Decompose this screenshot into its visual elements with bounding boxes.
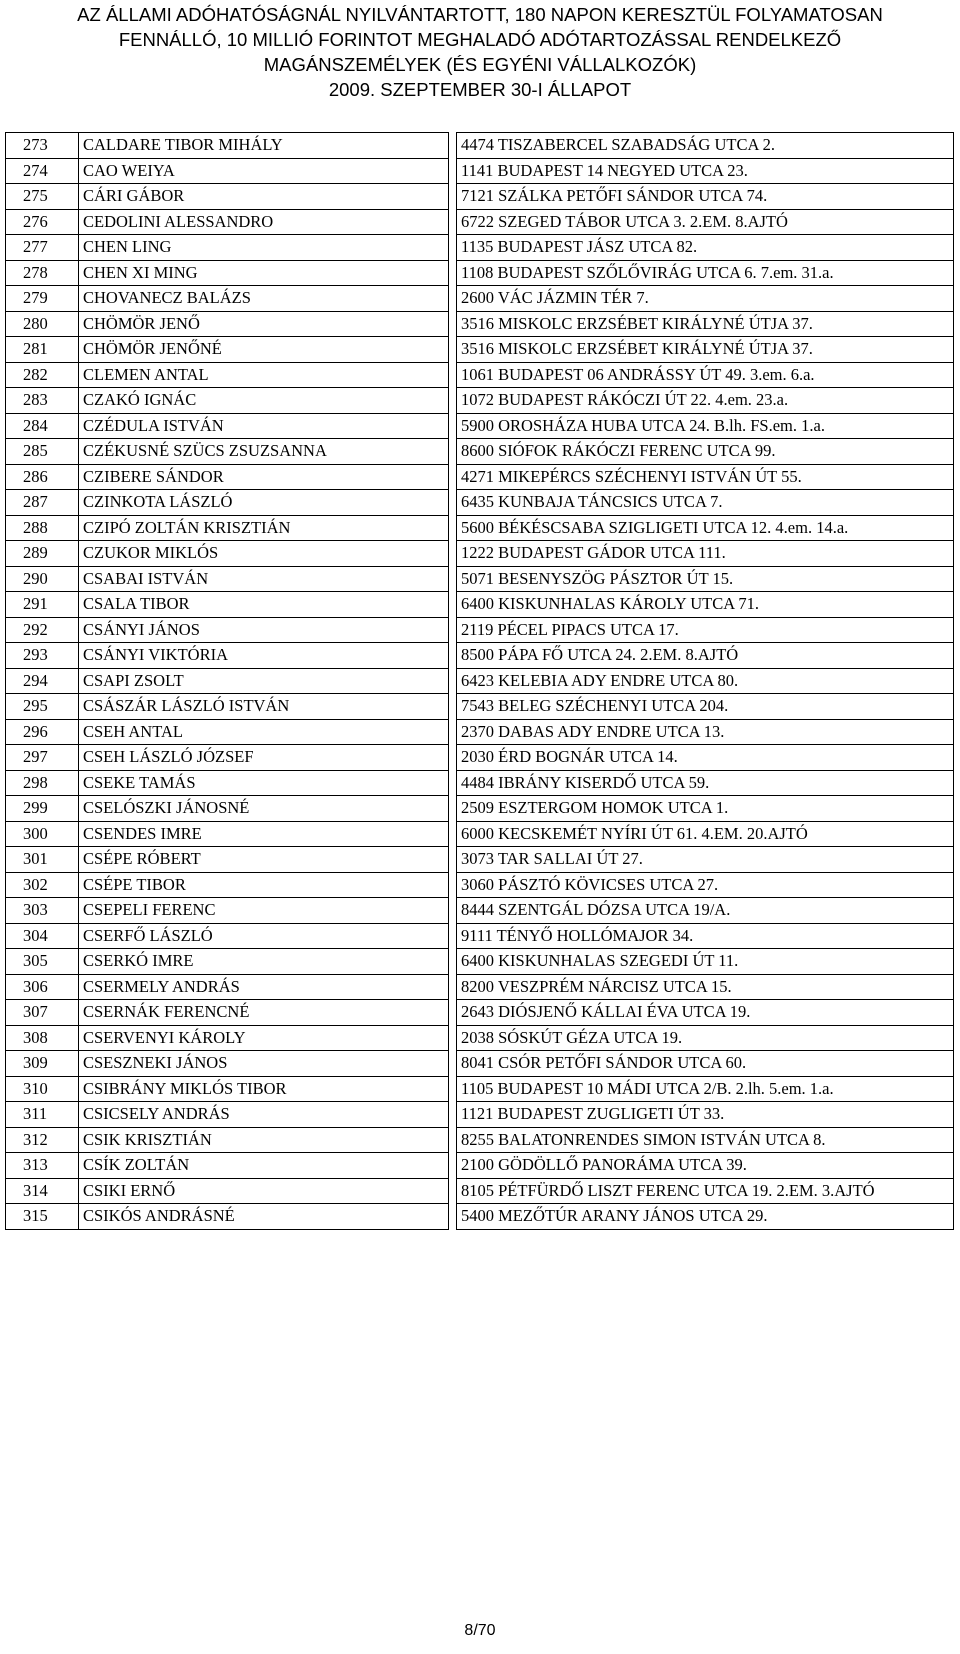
row-number: 313 — [6, 1153, 79, 1179]
column-gap — [449, 949, 457, 975]
row-number: 303 — [6, 898, 79, 924]
column-gap — [449, 872, 457, 898]
column-gap — [449, 643, 457, 669]
row-number: 300 — [6, 821, 79, 847]
table-row — [6, 184, 954, 210]
column-gap — [449, 184, 457, 210]
table-row — [6, 898, 954, 924]
taxpayer-name: CALDARE TIBOR MIHÁLY — [79, 133, 449, 159]
table-row — [6, 541, 954, 567]
column-gap — [449, 821, 457, 847]
header-title-line-1: AZ ÁLLAMI ADÓHATÓSÁGNÁL NYILVÁNTARTOTT, 180 NAPON KERESZTÜL FOLYAMATOSAN — [77, 4, 883, 25]
row-number: 287 — [6, 490, 79, 516]
column-gap — [449, 847, 457, 873]
taxpayer-address: 8444 SZENTGÁL DÓZSA UTCA 19/A. — [457, 898, 954, 924]
taxpayer-address: 2643 DIÓSJENŐ KÁLLAI ÉVA UTCA 19. — [457, 1000, 954, 1026]
taxpayer-name: CSAPI ZSOLT — [79, 668, 449, 694]
table-row — [6, 1102, 954, 1128]
table-row — [6, 923, 954, 949]
table-row — [6, 490, 954, 516]
table-row — [6, 235, 954, 261]
taxpayer-name: CSÉPE TIBOR — [79, 872, 449, 898]
column-gap — [449, 158, 457, 184]
table-row — [6, 694, 954, 720]
header-date-line: 2009. SZEPTEMBER 30-I ÁLLAPOT — [328, 79, 632, 100]
row-number: 277 — [6, 235, 79, 261]
column-gap — [449, 490, 457, 516]
taxpayer-address: 8255 BALATONRENDES SIMON ISTVÁN UTCA 8. — [457, 1127, 954, 1153]
taxpayer-name: CSERKÓ IMRE — [79, 949, 449, 975]
table-row — [6, 311, 954, 337]
column-gap — [449, 209, 457, 235]
taxpayer-name: CEDOLINI ALESSANDRO — [79, 209, 449, 235]
header-title-line-2: FENNÁLLÓ, 10 MILLIÓ FORINTOT MEGHALADÓ ADÓTARTOZÁSSAL RENDELKEZŐ — [118, 29, 842, 50]
column-gap — [449, 260, 457, 286]
taxpayer-address: 1141 BUDAPEST 14 NEGYED UTCA 23. — [457, 158, 954, 184]
taxpayer-name: CZÉKUSNÉ SZÜCS ZSUZSANNA — [79, 439, 449, 465]
taxpayer-name: CZIPÓ ZOLTÁN KRISZTIÁN — [79, 515, 449, 541]
column-gap — [449, 694, 457, 720]
taxpayer-address: 6435 KUNBAJA TÁNCSICS UTCA 7. — [457, 490, 954, 516]
taxpayer-name: CHÖMÖR JENŐNÉ — [79, 337, 449, 363]
row-number: 295 — [6, 694, 79, 720]
column-gap — [449, 668, 457, 694]
table-row — [6, 668, 954, 694]
row-number: 297 — [6, 745, 79, 771]
taxpayer-address: 8105 PÉTFÜRDŐ LISZT FERENC UTCA 19. 2.EM. 3.AJTÓ — [457, 1178, 954, 1204]
row-number: 291 — [6, 592, 79, 618]
taxpayer-address: 3060 PÁSZTÓ KÖVICSES UTCA 27. — [457, 872, 954, 898]
row-number: 315 — [6, 1204, 79, 1230]
column-gap — [449, 796, 457, 822]
taxpayer-name: CSÁNYI VIKTÓRIA — [79, 643, 449, 669]
taxpayer-name: CSIK KRISZTIÁN — [79, 1127, 449, 1153]
table-row — [6, 439, 954, 465]
table-row — [6, 974, 954, 1000]
taxpayer-table-body — [6, 133, 954, 1230]
row-number: 307 — [6, 1000, 79, 1026]
column-gap — [449, 337, 457, 363]
taxpayer-name: CAO WEIYA — [79, 158, 449, 184]
table-row — [6, 286, 954, 312]
table-row — [6, 337, 954, 363]
column-gap — [449, 541, 457, 567]
row-number: 281 — [6, 337, 79, 363]
taxpayer-name: CSIKÓS ANDRÁSNÉ — [79, 1204, 449, 1230]
row-number: 289 — [6, 541, 79, 567]
row-number: 314 — [6, 1178, 79, 1204]
table-row — [6, 821, 954, 847]
taxpayer-address: 1072 BUDAPEST RÁKÓCZI ÚT 22. 4.em. 23.a. — [457, 388, 954, 414]
taxpayer-name: CSERMELY ANDRÁS — [79, 974, 449, 1000]
column-gap — [449, 898, 457, 924]
taxpayer-address: 1061 BUDAPEST 06 ANDRÁSSY ÚT 49. 3.em. 6.a. — [457, 362, 954, 388]
row-number: 302 — [6, 872, 79, 898]
header-title-line-3: MAGÁNSZEMÉLYEK (ÉS EGYÉNI VÁLLALKOZÓK) — [263, 54, 697, 75]
column-gap — [449, 974, 457, 1000]
taxpayer-address: 6722 SZEGED TÁBOR UTCA 3. 2.EM. 8.AJTÓ — [457, 209, 954, 235]
taxpayer-address: 8600 SIÓFOK RÁKÓCZI FERENC UTCA 99. — [457, 439, 954, 465]
row-number: 301 — [6, 847, 79, 873]
taxpayer-name: CZÉDULA ISTVÁN — [79, 413, 449, 439]
table-row — [6, 1127, 954, 1153]
column-gap — [449, 388, 457, 414]
row-number: 279 — [6, 286, 79, 312]
column-gap — [449, 1000, 457, 1026]
row-number: 309 — [6, 1051, 79, 1077]
taxpayer-name: CHÖMÖR JENŐ — [79, 311, 449, 337]
table-row — [6, 1153, 954, 1179]
table-row — [6, 1025, 954, 1051]
row-number: 276 — [6, 209, 79, 235]
taxpayer-address: 8200 VESZPRÉM NÁRCISZ UTCA 15. — [457, 974, 954, 1000]
column-gap — [449, 1204, 457, 1230]
taxpayer-name: CSIBRÁNY MIKLÓS TIBOR — [79, 1076, 449, 1102]
table-row — [6, 515, 954, 541]
table-row — [6, 1204, 954, 1230]
table-row — [6, 158, 954, 184]
column-gap — [449, 133, 457, 159]
taxpayer-address: 9111 TÉNYŐ HOLLÓMAJOR 34. — [457, 923, 954, 949]
row-number: 312 — [6, 1127, 79, 1153]
column-gap — [449, 1076, 457, 1102]
taxpayer-address: 5900 OROSHÁZA HUBA UTCA 24. B.lh. FS.em. 1.a. — [457, 413, 954, 439]
table-row — [6, 617, 954, 643]
column-gap — [449, 1025, 457, 1051]
row-number: 290 — [6, 566, 79, 592]
taxpayer-name: CSICSELY ANDRÁS — [79, 1102, 449, 1128]
column-gap — [449, 770, 457, 796]
table-row — [6, 745, 954, 771]
row-number: 278 — [6, 260, 79, 286]
row-number: 310 — [6, 1076, 79, 1102]
table-row — [6, 464, 954, 490]
taxpayer-address: 1222 BUDAPEST GÁDOR UTCA 111. — [457, 541, 954, 567]
row-number: 304 — [6, 923, 79, 949]
column-gap — [449, 1153, 457, 1179]
taxpayer-address: 1121 BUDAPEST ZUGLIGETI ÚT 33. — [457, 1102, 954, 1128]
table-row — [6, 770, 954, 796]
column-gap — [449, 566, 457, 592]
column-gap — [449, 745, 457, 771]
column-gap — [449, 1102, 457, 1128]
taxpayer-name: CZUKOR MIKLÓS — [79, 541, 449, 567]
row-number: 306 — [6, 974, 79, 1000]
taxpayer-address: 1135 BUDAPEST JÁSZ UTCA 82. — [457, 235, 954, 261]
column-gap — [449, 235, 457, 261]
taxpayer-address: 2370 DABAS ADY ENDRE UTCA 13. — [457, 719, 954, 745]
column-gap — [449, 617, 457, 643]
table-row — [6, 1076, 954, 1102]
taxpayer-address: 5071 BESENYSZÖG PÁSZTOR ÚT 15. — [457, 566, 954, 592]
taxpayer-address: 3516 MISKOLC ERZSÉBET KIRÁLYNÉ ÚTJA 37. — [457, 311, 954, 337]
table-row — [6, 1178, 954, 1204]
column-gap — [449, 515, 457, 541]
column-gap — [449, 464, 457, 490]
taxpayer-address: 2038 SÓSKÚT GÉZA UTCA 19. — [457, 1025, 954, 1051]
taxpayer-name: CSABAI ISTVÁN — [79, 566, 449, 592]
taxpayer-address: 5600 BÉKÉSCSABA SZIGLIGETI UTCA 12. 4.em. 14.a. — [457, 515, 954, 541]
taxpayer-name: CHOVANECZ BALÁZS — [79, 286, 449, 312]
table-row — [6, 1051, 954, 1077]
row-number: 275 — [6, 184, 79, 210]
taxpayer-name: CZINKOTA LÁSZLÓ — [79, 490, 449, 516]
taxpayer-address: 2119 PÉCEL PIPACS UTCA 17. — [457, 617, 954, 643]
taxpayer-name: CLEMEN ANTAL — [79, 362, 449, 388]
taxpayer-name: CSIKI ERNŐ — [79, 1178, 449, 1204]
table-row — [6, 1000, 954, 1026]
taxpayer-name: CSEPELI FERENC — [79, 898, 449, 924]
taxpayer-address: 2030 ÉRD BOGNÁR UTCA 14. — [457, 745, 954, 771]
table-row — [6, 872, 954, 898]
taxpayer-name: CZIBERE SÁNDOR — [79, 464, 449, 490]
taxpayer-address: 7121 SZÁLKA PETŐFI SÁNDOR UTCA 74. — [457, 184, 954, 210]
column-gap — [449, 311, 457, 337]
row-number: 296 — [6, 719, 79, 745]
taxpayer-address: 6423 KELEBIA ADY ENDRE UTCA 80. — [457, 668, 954, 694]
taxpayer-address: 6400 KISKUNHALAS KÁROLY UTCA 71. — [457, 592, 954, 618]
taxpayer-address: 6000 KECSKEMÉT NYÍRI ÚT 61. 4.EM. 20.AJTÓ — [457, 821, 954, 847]
row-number: 293 — [6, 643, 79, 669]
row-number: 292 — [6, 617, 79, 643]
column-gap — [449, 719, 457, 745]
taxpayer-name: CSESZNEKI JÁNOS — [79, 1051, 449, 1077]
table-row — [6, 643, 954, 669]
row-number: 298 — [6, 770, 79, 796]
row-number: 308 — [6, 1025, 79, 1051]
taxpayer-address: 2509 ESZTERGOM HOMOK UTCA 1. — [457, 796, 954, 822]
row-number: 294 — [6, 668, 79, 694]
table-row — [6, 413, 954, 439]
taxpayer-address: 2100 GÖDÖLLŐ PANORÁMA UTCA 39. — [457, 1153, 954, 1179]
table-row — [6, 796, 954, 822]
row-number: 284 — [6, 413, 79, 439]
taxpayer-name: CSERFŐ LÁSZLÓ — [79, 923, 449, 949]
taxpayer-name: CSEH LÁSZLÓ JÓZSEF — [79, 745, 449, 771]
row-number: 288 — [6, 515, 79, 541]
taxpayer-name: CSÁNYI JÁNOS — [79, 617, 449, 643]
column-gap — [449, 439, 457, 465]
column-gap — [449, 592, 457, 618]
taxpayer-address: 4271 MIKEPÉRCS SZÉCHENYI ISTVÁN ÚT 55. — [457, 464, 954, 490]
table-row — [6, 719, 954, 745]
taxpayer-name: CZAKÓ IGNÁC — [79, 388, 449, 414]
taxpayer-address: 6400 KISKUNHALAS SZEGEDI ÚT 11. — [457, 949, 954, 975]
column-gap — [449, 923, 457, 949]
column-gap — [449, 1127, 457, 1153]
row-number: 282 — [6, 362, 79, 388]
taxpayer-name: CSÁSZÁR LÁSZLÓ ISTVÁN — [79, 694, 449, 720]
table-row — [6, 592, 954, 618]
table-row — [6, 260, 954, 286]
table-row — [6, 362, 954, 388]
taxpayer-address: 8041 CSÓR PETŐFI SÁNDOR UTCA 60. — [457, 1051, 954, 1077]
row-number: 299 — [6, 796, 79, 822]
row-number: 273 — [6, 133, 79, 159]
taxpayer-address: 5400 MEZŐTÚR ARANY JÁNOS UTCA 29. — [457, 1204, 954, 1230]
taxpayer-address: 4484 IBRÁNY KISERDŐ UTCA 59. — [457, 770, 954, 796]
column-gap — [449, 1051, 457, 1077]
table-row — [6, 388, 954, 414]
page-number: 8/70 — [464, 1622, 496, 1639]
column-gap — [449, 286, 457, 312]
taxpayer-address: 4474 TISZABERCEL SZABADSÁG UTCA 2. — [457, 133, 954, 159]
taxpayer-address: 8500 PÁPA FŐ UTCA 24. 2.EM. 8.AJTÓ — [457, 643, 954, 669]
taxpayer-address: 2600 VÁC JÁZMIN TÉR 7. — [457, 286, 954, 312]
taxpayer-address: 7543 BELEG SZÉCHENYI UTCA 204. — [457, 694, 954, 720]
row-number: 305 — [6, 949, 79, 975]
taxpayer-address: 3073 TAR SALLAI ÚT 27. — [457, 847, 954, 873]
taxpayer-table — [5, 132, 954, 1230]
taxpayer-name: CSEH ANTAL — [79, 719, 449, 745]
table-row — [6, 949, 954, 975]
taxpayer-name: CSALA TIBOR — [79, 592, 449, 618]
taxpayer-name: CSEKE TAMÁS — [79, 770, 449, 796]
table-row — [6, 847, 954, 873]
table-row — [6, 209, 954, 235]
taxpayer-address: 3516 MISKOLC ERZSÉBET KIRÁLYNÉ ÚTJA 37. — [457, 337, 954, 363]
row-number: 285 — [6, 439, 79, 465]
row-number: 280 — [6, 311, 79, 337]
taxpayer-name: CSELÓSZKI JÁNOSNÉ — [79, 796, 449, 822]
row-number: 274 — [6, 158, 79, 184]
taxpayer-name: CSERNÁK FERENCNÉ — [79, 1000, 449, 1026]
taxpayer-address: 1108 BUDAPEST SZŐLŐVIRÁG UTCA 6. 7.em. 31.a. — [457, 260, 954, 286]
column-gap — [449, 362, 457, 388]
taxpayer-name: CHEN XI MING — [79, 260, 449, 286]
row-number: 286 — [6, 464, 79, 490]
taxpayer-name: CSERVENYI KÁROLY — [79, 1025, 449, 1051]
taxpayer-name: CSÍK ZOLTÁN — [79, 1153, 449, 1179]
taxpayer-name: CHEN LING — [79, 235, 449, 261]
taxpayer-name: CSÉPE RÓBERT — [79, 847, 449, 873]
table-row — [6, 133, 954, 159]
taxpayer-address: 1105 BUDAPEST 10 MÁDI UTCA 2/B. 2.lh. 5.em. 1.a. — [457, 1076, 954, 1102]
taxpayer-name: CÁRI GÁBOR — [79, 184, 449, 210]
column-gap — [449, 1178, 457, 1204]
table-row — [6, 566, 954, 592]
document-header — [0, 0, 960, 102]
row-number: 311 — [6, 1102, 79, 1128]
column-gap — [449, 413, 457, 439]
taxpayer-name: CSENDES IMRE — [79, 821, 449, 847]
row-number: 283 — [6, 388, 79, 414]
